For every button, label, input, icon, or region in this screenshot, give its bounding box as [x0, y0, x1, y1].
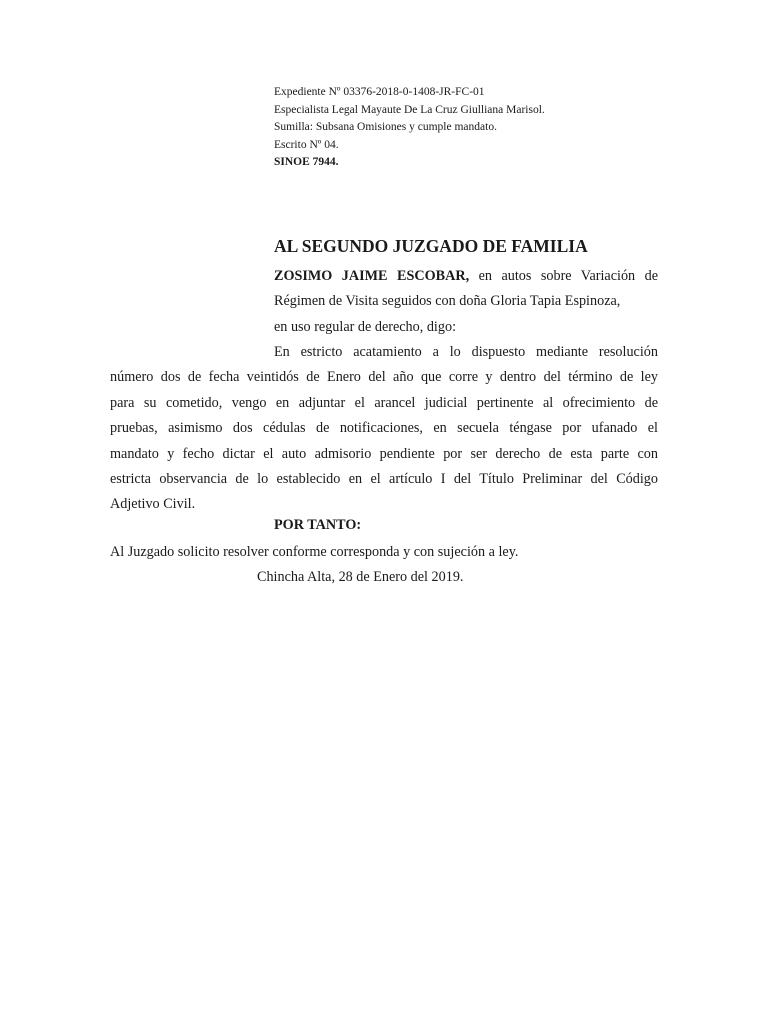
case-number: Expediente Nº 03376-2018-0-1408-JR-FC-01 — [274, 86, 485, 98]
intro-line-3: en uso regular de derecho, digo: — [274, 318, 457, 335]
closing-request: Al Juzgado solicito resolver conforme corresponda y con sujeción a ley. — [110, 544, 519, 560]
body-line: para su cometido, vengo en adjuntar el arancel judicial pertinente al ofrecimiento de — [110, 394, 658, 411]
body-line: número dos de fecha veintidós de Enero del año que corre y dentro del término de ley — [110, 369, 658, 386]
legal-specialist: Especialista Legal Mayaute De La Cruz Giulliana Marisol. — [274, 103, 545, 116]
court-addressee: AL SEGUNDO JUZGADO DE FAMILIA — [274, 236, 588, 256]
case-header — [274, 84, 545, 172]
intro-paragraph — [274, 264, 658, 340]
filing-number: Escrito Nº 04. — [274, 138, 339, 151]
sinoe-number: SINOE 7944. — [274, 156, 339, 168]
petitioner-name: ZOSIMO JAIME ESCOBAR, — [274, 268, 470, 284]
body-line: pruebas, asimismo dos cédulas de notificaciones, en secuela téngase por ufanado el — [110, 420, 658, 437]
body-line: Adjetivo Civil. — [110, 496, 196, 513]
body-line: mandato y fecho dictar el auto admisorio pendiente por ser derecho de esta parte con — [110, 445, 658, 462]
body-paragraph — [110, 340, 658, 518]
body-line: En estricto acatamiento a lo dispuesto mediante resolución — [274, 344, 658, 360]
intro-line-1-text: en autos sobre Variación de — [469, 268, 659, 284]
place-and-date: Chincha Alta, 28 de Enero del 2019. — [257, 569, 464, 585]
body-line: estricta observancia de lo establecido en el artículo I del Título Preliminar del Código — [110, 471, 658, 488]
intro-line-1 — [274, 264, 658, 289]
summary: Sumilla: Subsana Omisiones y cumple mandato. — [274, 121, 497, 133]
intro-line-2: Régimen de Visita seguidos con doña Gloria Tapia Espinoza, — [274, 293, 621, 310]
por-tanto-heading: POR TANTO: — [274, 517, 362, 533]
